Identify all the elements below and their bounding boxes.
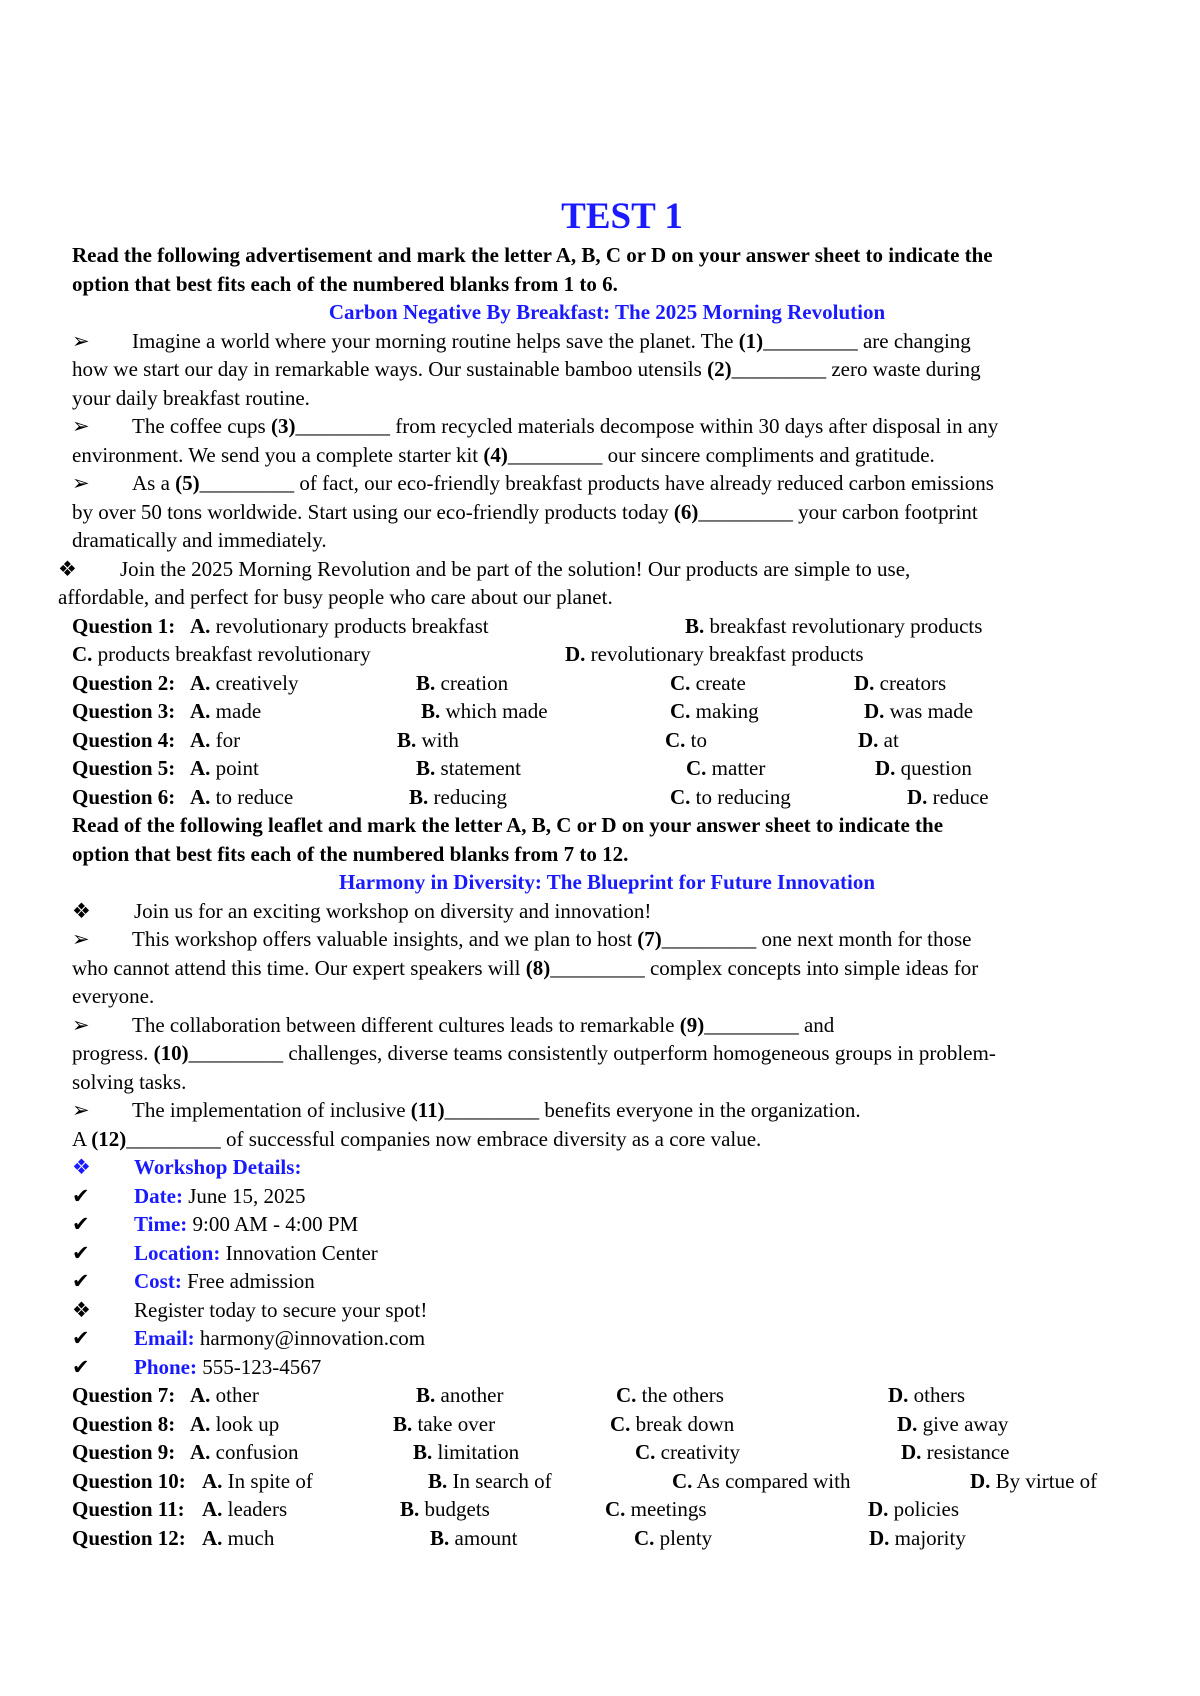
check-icon: ✔ <box>72 1212 90 1236</box>
diamond-bullet-icon: ❖ <box>58 556 77 581</box>
page-title: TEST 1 <box>561 196 683 237</box>
question-row: Question 9: A. confusion B. limitation C. creativity D. resistance <box>72 1440 1010 1464</box>
question-row: Question 12: A. much B. amount C. plenty D. majority <box>72 1525 966 1550</box>
detail-time: ✔ Time: 9:00 AM - 4:00 PM <box>72 1210 1142 1239</box>
instruction-part2-line2: option that best fits each of the numbered blanks from 7 to 12. <box>72 841 629 866</box>
leaflet-heading: Harmony in Diversity: The Blueprint for Future Innovation <box>338 870 876 894</box>
arrow-bullet-icon: ➢ <box>72 328 90 353</box>
question-row: Question 6: A. to reduce B. reducing C. to reducing D. reduce <box>72 784 989 809</box>
detail-phone: ✔ Phone: 555-123-4567 <box>72 1353 1142 1382</box>
register-line: ❖ Register today to secure your spot! <box>72 1296 1142 1325</box>
check-icon: ✔ <box>72 1240 90 1265</box>
question-row: Question 8: A. look up B. take over C. break down D. give away <box>72 1411 1009 1436</box>
arrow-bullet-icon: ➢ <box>72 1012 90 1037</box>
question-row: Question 11: A. leaders B. budgets C. meetings D. policies <box>72 1497 959 1521</box>
paragraph-1: ➢ Imagine a world where your morning routine helps save the planet. The (1)_________ are changing how we start our day in remarkable ways. Our sustainable bamboo utensils (2)_________ zero waste during your daily breakfast routine. <box>72 328 981 410</box>
detail-email: ✔ Email: harmony@innovation.com <box>72 1324 1142 1353</box>
diamond-bullet-icon: ❖ <box>72 1297 91 1322</box>
arrow-bullet-icon: ➢ <box>72 927 90 951</box>
diamond-bullet-icon: ❖ <box>72 898 91 923</box>
question-row: Question 4: A. for B. with C. to D. at <box>72 727 899 752</box>
check-icon: ✔ <box>72 1326 90 1350</box>
instruction-part1-line1: Read the following advertisement and mark the letter A, B, C or D on your answer sheet to indicate the <box>72 243 993 267</box>
check-icon: ✔ <box>72 1183 90 1208</box>
paragraph-2: ➢ The coffee cups (3)_________ from recycled materials decompose within 30 days after disposal in any environment. We send you a complete starter kit (4)_________ our sincere compliments and gratitude. <box>72 414 999 467</box>
leaflet-paragraph-2: ➢ The collaboration between different cultures leads to remarkable (9)_________ and progress. (10)_________ challenges, diverse teams consistently outperform homogeneous groups in problem- solving tasks. <box>72 1012 996 1094</box>
question-row: Question 7: A. other B. another C. the others D. others <box>72 1383 965 1407</box>
advertisement-heading: Carbon Negative By Breakfast: The 2025 Morning Revolution <box>328 300 886 324</box>
leaflet-paragraph-1: ➢ This workshop offers valuable insights, and we plan to host (7)_________ one next month for those who cannot attend this time. Our expert speakers will (8)_________ complex concepts into simple ideas for everyone. <box>72 927 979 1008</box>
paragraph-3: ➢ As a (5)_________ of fact, our eco-friendly breakfast products have already reduced carbon emissions by over 50 tons worldwide. Start using our eco-friendly products today (6)_________ your carbon footprint dramatically and immediately. <box>72 471 994 552</box>
check-icon: ✔ <box>72 1269 90 1293</box>
detail-location: ✔ Location: Innovation Center <box>72 1239 1142 1268</box>
instruction-part1-line2: option that best fits each of the numbered blanks from 1 to 6. <box>72 271 618 296</box>
document-page <box>58 195 1142 1552</box>
instruction-part2-line1: Read of the following leaflet and mark the letter A, B, C or D on your answer sheet to indicate the <box>72 813 944 837</box>
check-icon: ✔ <box>72 1354 90 1379</box>
arrow-bullet-icon: ➢ <box>72 414 90 438</box>
paragraph-4: ❖ Join the 2025 Morning Revolution and be part of the solution! Our products are simple to use, affordable, and perfect for busy people who care about our planet. <box>58 556 911 609</box>
question-row: Question 1: A. revolutionary products breakfast B. breakfast revolutionary products <box>72 613 983 638</box>
question-row: Question 5: A. point B. statement C. matter D. question <box>72 756 972 780</box>
leaflet-intro: ❖ Join us for an exciting workshop on diversity and innovation! <box>72 897 1142 926</box>
leaflet-paragraph-3: ➢ The implementation of inclusive (11)_________ benefits everyone in the organization. A (12)_________ of successful companies now embrace diversity as a core value. <box>72 1098 861 1151</box>
question-row: C. products breakfast revolutionary D. revolutionary breakfast products <box>72 642 864 666</box>
workshop-details-heading: ❖ Workshop Details: <box>72 1153 1142 1182</box>
arrow-bullet-icon: ➢ <box>72 471 90 495</box>
question-row: Question 2: A. creatively B. creation C. create D. creators <box>72 670 947 695</box>
detail-date: ✔ Date: June 15, 2025 <box>72 1182 1142 1211</box>
diamond-bullet-icon: ❖ <box>72 1155 91 1179</box>
question-row: Question 3: A. made B. which made C. making D. was made <box>72 699 974 723</box>
question-row: Question 10: A. In spite of B. In search of C. As compared with D. By virtue of <box>72 1468 1098 1493</box>
detail-cost: ✔ Cost: Free admission <box>72 1267 1142 1296</box>
arrow-bullet-icon: ➢ <box>72 1098 90 1122</box>
